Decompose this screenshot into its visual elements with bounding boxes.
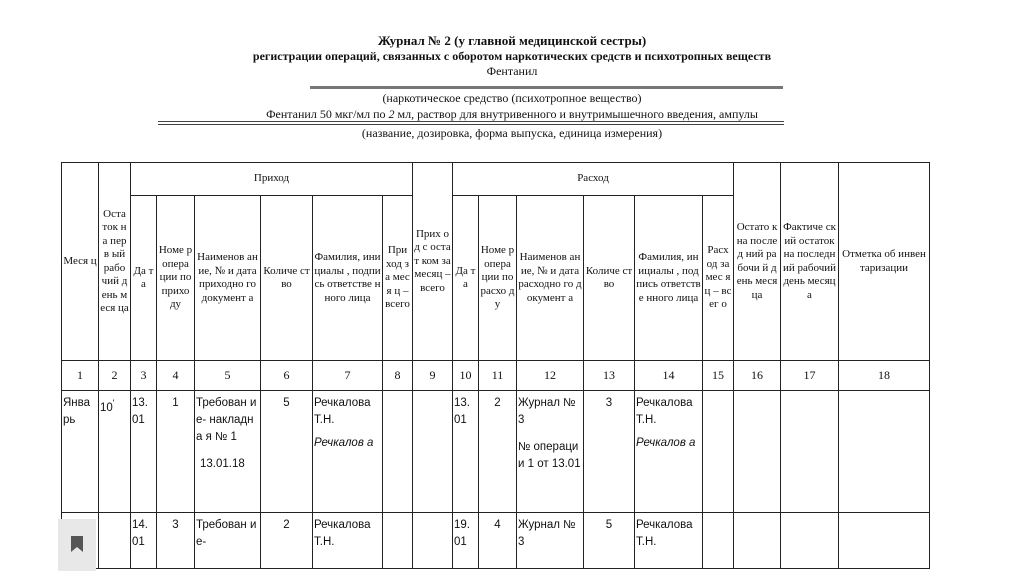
row-income-total [383,391,413,513]
row-expense-qty: 5 [584,513,635,569]
row-income-person: Речкалова Т.Н. [313,513,383,569]
col-balance-end: Остато к на послед ний рабочи й день месяца [734,163,781,361]
col-number: 11 [479,361,517,391]
row-expense-total [703,513,734,569]
row-income-qty: 5 [261,391,313,513]
row-expense-doc: Журнал № 3 [517,513,584,569]
row-income-doc: Требован ие- накладна я № 1 13.01.18 [195,391,261,513]
signature: Речкалов а [314,437,374,449]
col-number: 7 [313,361,383,391]
col-number: 14 [635,361,703,391]
row-expense-date: 13. 01 [453,391,479,513]
col-income-with-balance: Прих од с остат ком за месяц – всего [413,163,453,361]
col-income-qty: Количе ство [261,196,313,361]
preparation-underline-2 [158,124,784,125]
journal-table [61,162,930,569]
col-number: 18 [839,361,930,391]
row-income-date: 13. 01 [131,391,157,513]
col-expense-op-number: Номе р опера ции по расхо ду [479,196,517,361]
col-actual-balance: Фактиче ский остаток на последн ий рабочий день месяца [781,163,839,361]
col-balance-start: Оста ток на перв ый рабо чий день меся ца [99,163,131,361]
col-number: 17 [781,361,839,391]
col-expense-doc: Наименов ание, № и дата расходно го документ а [517,196,584,361]
column-numbers-row [62,361,930,391]
col-number: 9 [413,361,453,391]
row-balance-start [99,513,131,569]
row-actual-balance [781,513,839,569]
col-expense-total: Расх од за мес яц – всег о [703,196,734,361]
balance-mark: ' [112,398,115,409]
row-income-with-balance [413,391,453,513]
col-expense-group: Расход [453,163,734,196]
row-balance-end [734,513,781,569]
row-expense-op-number: 4 [479,513,517,569]
col-number: 13 [584,361,635,391]
row-inventory-mark [839,391,930,513]
col-income-doc: Наименов ание, № и дата приходно го документ а [195,196,261,361]
row-month: Янва рь [62,391,99,513]
header-row [62,163,930,196]
row-expense-person: Речкалова Т.Н. [635,513,703,569]
col-number: 16 [734,361,781,391]
col-income-group: Приход [131,163,413,196]
col-inventory-mark: Отметка об инвентаризации [839,163,930,361]
preparation-caption: (название, дозировка, форма выпуска, единица измерения) [361,126,663,140]
table-row [62,513,930,569]
row-income-qty: 2 [261,513,313,569]
col-expense-qty: Количе ство [584,196,635,361]
row-income-op-number: 3 [157,513,195,569]
journal-title: Журнал № 2 (у главной медицинской сестры) [377,33,647,48]
col-income-op-number: Номе р опера ции по прихо ду [157,196,195,361]
row-income-op-number: 1 [157,391,195,513]
col-number: 1 [62,361,99,391]
row-expense-qty: 3 [584,391,635,513]
table-row [62,391,930,513]
row-actual-balance [781,391,839,513]
row-income-date: 14. 01 [131,513,157,569]
col-income-person: Фамилия, инициалы , подпись ответстве нного лица [313,196,383,361]
row-expense-doc: Журнал № 3 № операции 1 от 13.01 [517,391,584,513]
col-income-date: Да та [131,196,157,361]
row-income-with-balance [413,513,453,569]
col-number: 10 [453,361,479,391]
col-expense-person: Фамилия, инициалы , подпись ответстве нного лица [635,196,703,361]
row-balance-start: 10' [99,391,131,513]
signature: Речкалов а [636,437,696,449]
col-number: 3 [131,361,157,391]
substance-underline [310,86,783,89]
col-expense-date: Да та [453,196,479,361]
journal-subtitle: регистрации операций, связанных с оборотом наркотических средств и психотропных веществ [252,49,772,63]
substance-name: Фентанил [486,64,538,78]
col-number: 4 [157,361,195,391]
row-expense-date: 19. 01 [453,513,479,569]
row-expense-person: Речкалова Т.Н. Речкалов а [635,391,703,513]
bookmark-button[interactable] [58,519,96,571]
row-balance-end [734,391,781,513]
col-number: 6 [261,361,313,391]
bookmark-icon [70,535,84,553]
col-number: 2 [99,361,131,391]
col-month: Меся ц [62,163,99,361]
preparation-underline [158,121,784,122]
col-number: 12 [517,361,584,391]
col-income-total: При ход за меся ц – всего [383,196,413,361]
row-inventory-mark [839,513,930,569]
row-income-doc: Требован ие- [195,513,261,569]
row-expense-op-number: 2 [479,391,517,513]
row-income-person: Речкалова Т.Н. Речкалов а [313,391,383,513]
col-number: 5 [195,361,261,391]
row-income-total [383,513,413,569]
col-number: 15 [703,361,734,391]
row-expense-total [703,391,734,513]
preparation-line: Фентанил 50 мкг/мл по 2 мл, раствор для внутривенного и внутримышечного введения, ампулы [266,107,758,121]
col-number: 8 [383,361,413,391]
substance-caption: (наркотическое средство (психотропное вещество) [382,91,642,105]
